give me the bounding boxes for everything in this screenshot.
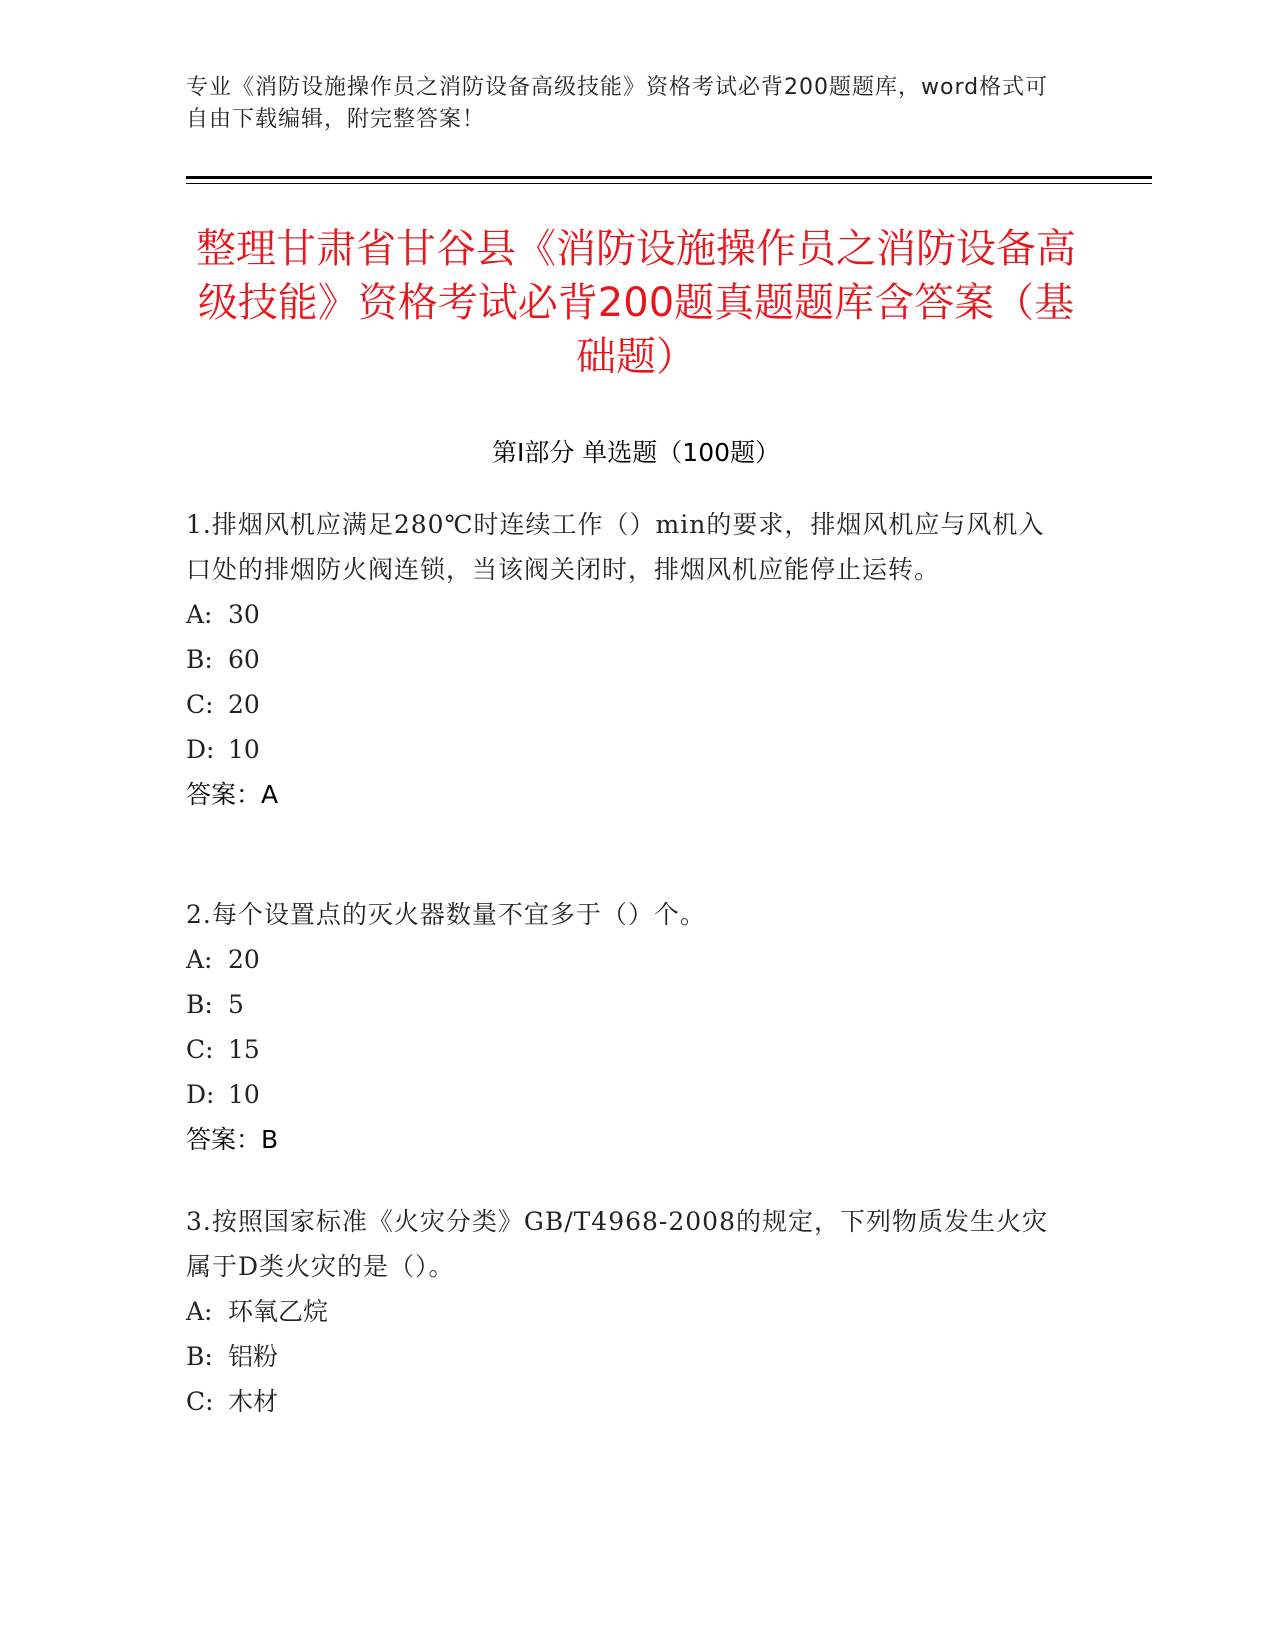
option-letter: B: <box>186 990 213 1019</box>
option-c <box>186 1027 1066 1072</box>
option-c <box>186 682 1066 727</box>
option-letter: D: <box>186 735 215 764</box>
option-value: 20 <box>228 690 260 719</box>
question-3 <box>186 1199 1066 1424</box>
option-letter: D: <box>186 1080 215 1109</box>
option-letter: A: <box>186 600 213 629</box>
header-divider-thin <box>186 183 1152 184</box>
option-value: 30 <box>228 600 260 629</box>
option-b <box>186 1334 1066 1379</box>
option-value: 10 <box>228 735 260 764</box>
option-value: 60 <box>228 645 260 674</box>
option-value: 20 <box>228 945 260 974</box>
question-text: 1.排烟风机应满足280℃时连续工作（）min的要求，排烟风机应与风机入口处的排烟防火阀连锁，当该阀关闭时，排烟风机应能停止运转。 <box>186 510 1045 584</box>
option-letter: A: <box>186 1297 213 1326</box>
option-letter: C: <box>186 1035 214 1064</box>
option-value: 10 <box>228 1080 260 1109</box>
option-c <box>186 1379 1066 1424</box>
option-value: 5 <box>228 990 244 1019</box>
question-1 <box>186 502 1066 817</box>
option-value: 15 <box>228 1035 260 1064</box>
option-d <box>186 1072 1066 1117</box>
option-a <box>186 592 1066 637</box>
option-a <box>186 1289 1066 1334</box>
section-heading: 第Ⅰ部分 单选题（100题） <box>491 438 781 467</box>
document-title: 整理甘肃省甘谷县《消防设施操作员之消防设备高级技能》资格考试必背200题真题题库含答案（基础题） <box>196 226 1076 380</box>
option-a <box>186 937 1066 982</box>
question-2 <box>186 892 1066 1162</box>
option-letter: C: <box>186 690 214 719</box>
option-letter: A: <box>186 945 213 974</box>
question-text: 2.每个设置点的灭火器数量不宜多于（）个。 <box>186 900 706 929</box>
option-d <box>186 727 1066 772</box>
option-value: 环氧乙烷 <box>228 1297 329 1326</box>
option-letter: C: <box>186 1387 214 1416</box>
answer: 答案：A <box>186 780 279 809</box>
option-letter: B: <box>186 645 213 674</box>
option-b <box>186 982 1066 1027</box>
option-letter: B: <box>186 1342 213 1371</box>
header-divider-thick <box>186 176 1152 179</box>
question-text: 3.按照国家标准《火灾分类》GB/T4968-2008的规定，下列物质发生火灾属于D类火灾的是（）。 <box>186 1207 1048 1281</box>
header-note: 专业《消防设施操作员之消防设备高级技能》资格考试必背200题题库，word格式可自由下载编辑，附完整答案！ <box>186 75 1049 132</box>
answer: 答案：B <box>186 1125 279 1154</box>
option-value: 木材 <box>228 1387 279 1416</box>
option-value: 铝粉 <box>228 1342 279 1371</box>
option-b <box>186 637 1066 682</box>
